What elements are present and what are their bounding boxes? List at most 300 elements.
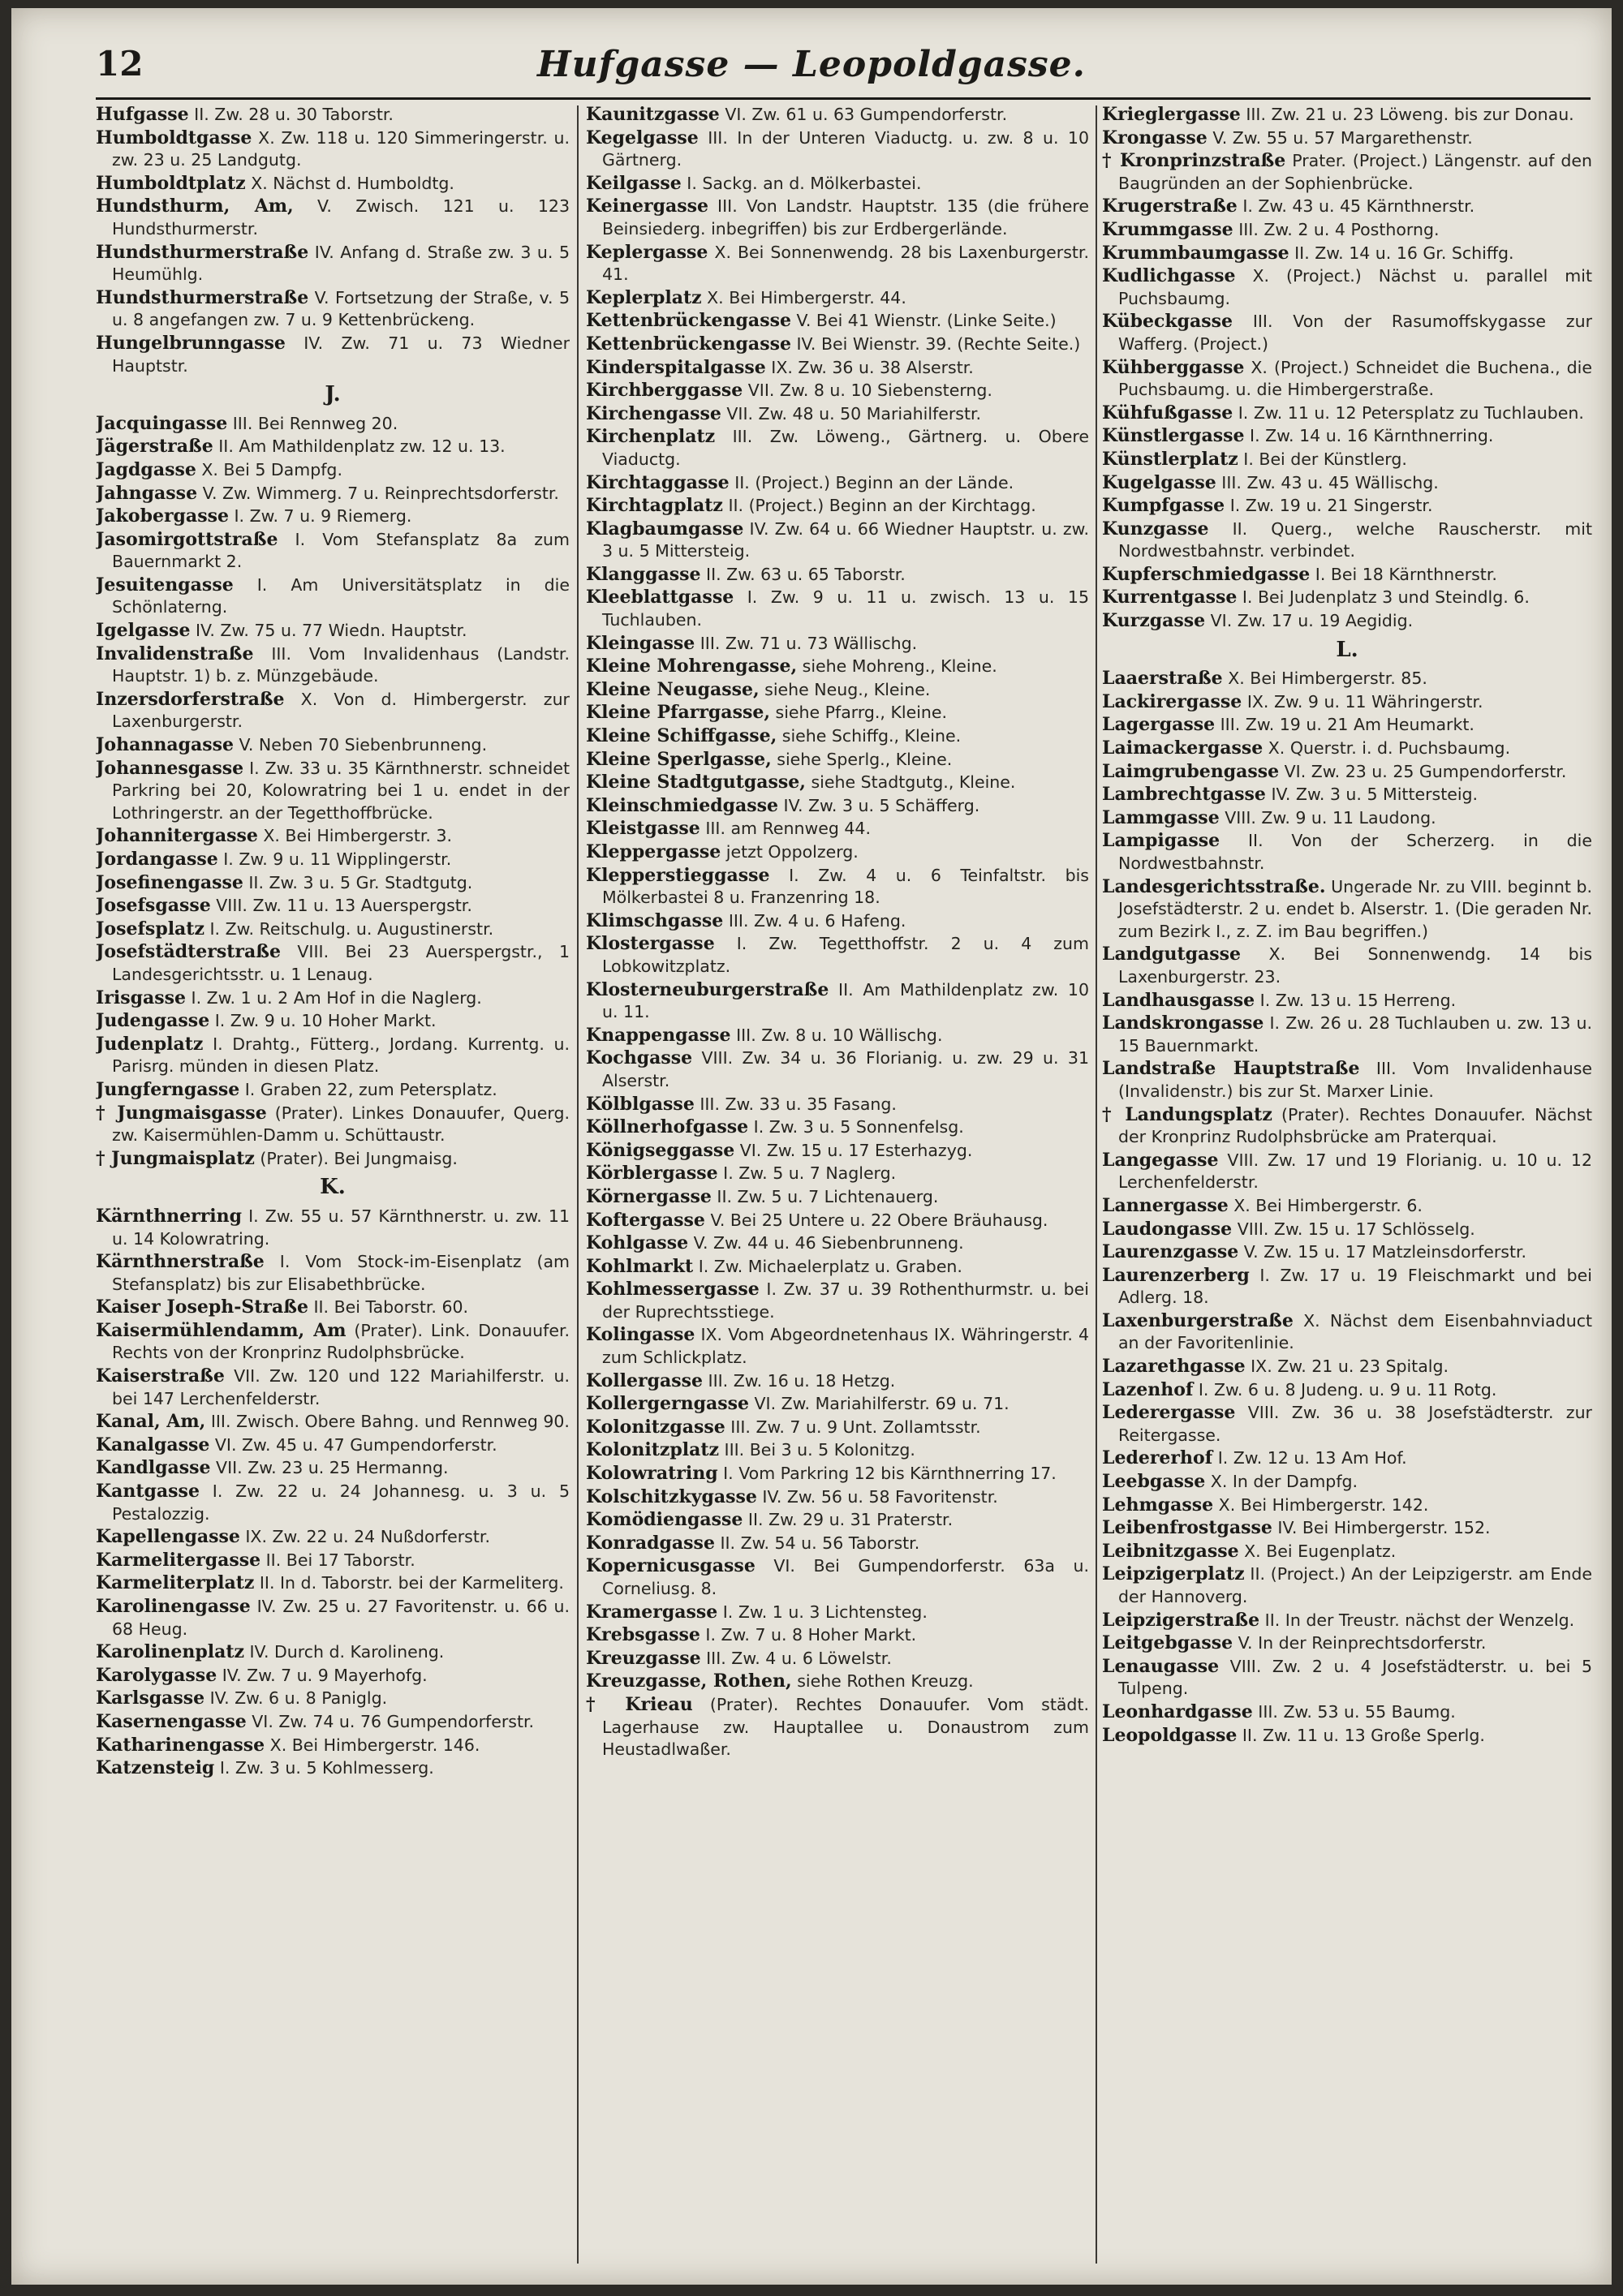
street-location: II. Bei Taborstr. 60. (308, 1297, 469, 1318)
street-entry (96, 1434, 570, 1457)
street-location: (Prater). Rechtes Donauufer. Vom städt. Lagerhause zw. Hauptallee u. Donaustrom zum Heustadlwaßer. (602, 1694, 1089, 1760)
street-name: Konradgasse (586, 1532, 715, 1554)
running-title: Hufgasse — Leopoldgasse. (537, 44, 1086, 85)
street-entry (1102, 1104, 1592, 1149)
street-location: II. Zw. 63 u. 65 Taborstr. (700, 564, 906, 584)
street-entry (1102, 876, 1592, 944)
street-name: Katharinengasse (96, 1734, 265, 1756)
column-divider (1096, 105, 1097, 2264)
street-name: Josefinengasse (96, 871, 243, 893)
street-name: Komödiengasse (586, 1509, 743, 1531)
street-location: VIII. Zw. 34 u. 36 Florianig. u. zw. 29 u. 31 Alserstr. (602, 1048, 1089, 1090)
street-entry (1102, 1402, 1592, 1447)
street-name: Kirchengasse (586, 402, 721, 424)
street-name: Kegelgasse (586, 127, 699, 148)
page-number: 12 (96, 44, 144, 84)
street-entry (586, 1602, 1089, 1624)
street-location: I. Zw. 55 u. 57 Kärnthnerstr. u. zw. 11 u. 14 Kolowratring. (112, 1206, 570, 1249)
street-entry (1102, 990, 1592, 1013)
street-location: X. Bei Himbergerstr. 142. (1213, 1494, 1429, 1515)
street-location: I. Zw. Tegetthoffstr. 2 u. 4 zum Lobkowitzplatz. (602, 934, 1089, 976)
street-name: Kollergerngasse (586, 1393, 749, 1415)
street-name: Laimackergasse (1102, 737, 1264, 759)
street-entry (586, 104, 1089, 127)
street-name: Lehmgasse (1102, 1494, 1214, 1516)
street-location: I. Zw. 14 u. 16 Kärnthnerring. (1244, 426, 1494, 446)
street-location: III. Zw. 8 u. 10 Wällischg. (730, 1025, 943, 1045)
street-entry (1102, 495, 1592, 518)
street-name: Klimschgasse (586, 909, 724, 931)
street-name: Kleeblattgasse (586, 587, 734, 608)
street-entry (96, 104, 570, 127)
street-name: Kreuzgasse (586, 1647, 701, 1669)
street-entry (586, 242, 1089, 286)
street-name: Kärnthnerring (96, 1205, 243, 1227)
street-entry (96, 689, 570, 733)
street-location: IV. Zw. 56 u. 58 Favoritenstr. (756, 1486, 998, 1507)
street-entry (96, 127, 570, 172)
street-entry (586, 1324, 1089, 1369)
street-location: VIII. Bei 23 Auerspergstr., 1 Landesgerichtsstr. u. 1 Lenaug. (112, 942, 570, 984)
street-name: Kochgasse (586, 1047, 693, 1069)
street-name: Kirchenplatz (586, 426, 716, 448)
street-entry (1102, 784, 1592, 806)
street-entry (586, 1463, 1089, 1486)
street-name: Leebgasse (1102, 1471, 1206, 1493)
street-location: I. Vom Stefansplatz 8a zum Bauernmarkt 2. (112, 529, 570, 572)
street-location: I. Graben 22, zum Petersplatz. (239, 1079, 497, 1099)
street-location: IV. Zw. 71 u. 73 Wiedner Hauptstr. (112, 333, 570, 376)
street-location: I. Vom Stock-im-Eisenplatz (am Stefansplatz) bis zur Elisabethbrücke. (112, 1252, 570, 1294)
street-name: Karolinenplatz (96, 1641, 244, 1663)
street-location: III. Vom Invalidenhause (Invalidenstr.) bis zur St. Marxer Linie. (1118, 1059, 1592, 1101)
street-entry (96, 825, 570, 848)
street-entry (1102, 1471, 1592, 1494)
street-entry (586, 725, 1089, 748)
street-entry (586, 656, 1089, 678)
street-name: Kudlichgasse (1102, 265, 1236, 287)
street-name: Kugelgasse (1102, 471, 1216, 493)
street-location: IX. Zw. 21 u. 23 Spitalg. (1245, 1357, 1449, 1377)
street-location: III. Vom Invalidenhaus (Landstr. Hauptstr. 1) b. z. Münzgebäude. (112, 643, 570, 686)
street-entry (96, 1572, 570, 1595)
street-location: I. Bei 18 Kärnthnerstr. (1310, 564, 1497, 584)
street-name: Leipzigerplatz (1102, 1563, 1245, 1585)
street-location: III. Zw. 16 u. 18 Hetzg. (703, 1370, 896, 1391)
street-name: Keplerplatz (586, 286, 702, 308)
street-location: siehe Sperlg., Kleine. (771, 749, 953, 769)
street-location: VIII. Zw. 11 u. 13 Auerspergstr. (210, 896, 472, 916)
street-entry (96, 1550, 570, 1572)
street-name: Leonhardgasse (1102, 1701, 1253, 1722)
street-name: Landesgerichtsstraße. (1102, 875, 1326, 897)
street-location: V. Zw. 55 u. 57 Margarethenstr. (1207, 127, 1473, 148)
street-entry (1102, 1541, 1592, 1563)
street-location: III. Bei Rennweg 20. (227, 413, 398, 433)
street-location: VIII. Zw. 15 u. 17 Schlösselg. (1232, 1219, 1475, 1239)
street-location: II. Zw. 29 u. 31 Praterstr. (743, 1510, 954, 1530)
street-name: Krieglergasse (1102, 104, 1241, 125)
street-entry (586, 1648, 1089, 1670)
street-location: IX. Vom Abgeordnetenhaus IX. Währingerstr. 4 zum Schlickplatz. (602, 1325, 1089, 1368)
street-entry (586, 1393, 1089, 1416)
street-entry (586, 933, 1089, 978)
street-entry (586, 772, 1089, 794)
street-entry (1102, 944, 1592, 988)
street-entry (1102, 1379, 1592, 1402)
street-location: II. Querg., welche Rauscherstr. mit Nordwestbahnstr. verbindet. (1118, 518, 1592, 561)
street-name: Lederergasse (1102, 1402, 1236, 1424)
street-location: IV. Zw. 25 u. 27 Favoritenstr. u. 66 u. 68 Heug. (112, 1597, 570, 1639)
street-entry (586, 1256, 1089, 1279)
street-entry (586, 1186, 1089, 1209)
street-location: siehe Pfarrg., Kleine. (770, 703, 948, 723)
street-location: III. Zw. 7 u. 9 Unt. Zollamtsstr. (725, 1417, 981, 1437)
street-location: X. Bei 5 Dampfg. (196, 459, 342, 479)
street-location: I. Zw. 12 u. 13 Am Hof. (1212, 1448, 1407, 1468)
street-location: V. Zwisch. 121 u. 123 Hundsthurmerstr. (112, 196, 570, 239)
street-name: Keilgasse (586, 172, 682, 194)
street-entry (96, 1296, 570, 1319)
street-entry (586, 403, 1089, 426)
street-entry (586, 1555, 1089, 1600)
street-entry (586, 495, 1089, 518)
street-name: Kolonitzplatz (586, 1439, 720, 1461)
street-entry (96, 872, 570, 895)
street-entry (1102, 243, 1592, 265)
street-name: Johannesgasse (96, 757, 244, 779)
street-name: † Krieau (586, 1693, 693, 1715)
street-entry (1102, 1150, 1592, 1194)
street-name: Leipzigerstraße (1102, 1609, 1260, 1631)
street-name: Kübeckgasse (1102, 311, 1233, 333)
street-entry (1102, 196, 1592, 218)
street-name: Landgutgasse (1102, 944, 1242, 965)
street-entry (96, 173, 570, 196)
street-name: Kleine Mohrengasse, (586, 656, 798, 677)
street-entry (586, 127, 1089, 172)
street-name: Humboldtgasse (96, 127, 252, 148)
street-name: Jägerstraße (96, 436, 213, 458)
street-location: I. Zw. Reitschulg. u. Augustinerstr. (204, 918, 494, 939)
street-entry (96, 1251, 570, 1296)
street-location: IV. Zw. 64 u. 66 Wiedner Hauptstr. u. zw. 3 u. 5 Mittersteig. (602, 518, 1089, 561)
street-name: Kölblgasse (586, 1093, 695, 1115)
street-entry (586, 1370, 1089, 1393)
street-name: Kolowratring (586, 1463, 718, 1485)
street-location: X. Nächst dem Eisenbahnviaduct an der Favoritenlinie. (1118, 1310, 1592, 1353)
street-location: I. Zw. 9 u. 11 Wipplingerstr. (217, 849, 452, 869)
street-location: X. (Project.) Nächst u. parallel mit Puchsbaumg. (1118, 266, 1592, 308)
street-entry (96, 758, 570, 825)
street-location: IV. Bei Wienstr. 39. (Rechte Seite.) (790, 333, 1081, 354)
street-entry (96, 1457, 570, 1480)
street-name: Josefstädterstraße (96, 941, 281, 963)
street-name: Kupferschmiedgasse (1102, 563, 1311, 585)
street-name: Judengasse (96, 1010, 210, 1032)
street-name: Kohlmarkt (586, 1255, 694, 1277)
street-name: Landskrongasse (1102, 1013, 1264, 1034)
street-entry (586, 587, 1089, 631)
street-entry (586, 1116, 1089, 1139)
street-name: Krummbaumgasse (1102, 242, 1289, 264)
street-entry (1102, 1610, 1592, 1632)
street-name: Lackirergasse (1102, 690, 1242, 712)
street-entry (1102, 1058, 1592, 1103)
street-location: VI. Zw. 17 u. 19 Aegidig. (1205, 611, 1414, 631)
street-name: Kleine Neugasse, (586, 678, 760, 700)
street-name: Leopoldgasse (1102, 1724, 1238, 1746)
street-name: Igelgasse (96, 620, 191, 642)
street-location: VI. Zw. 15 u. 17 Esterhazyg. (734, 1140, 973, 1160)
street-name: Lazarethgasse (1102, 1356, 1246, 1378)
street-entry (586, 910, 1089, 933)
street-location: I. Zw. 11 u. 12 Petersplatz zu Tuchlauben. (1233, 402, 1584, 423)
street-name: Kolonitzgasse (586, 1416, 725, 1438)
street-entry (586, 1094, 1089, 1116)
street-name: Klagbaumgasse (586, 518, 744, 540)
street-location: II. In d. Taborstr. bei der Karmeliterg. (254, 1573, 564, 1593)
street-name: Kapellengasse (96, 1526, 240, 1548)
street-location: III. Zw. 21 u. 23 Löweng. bis zur Donau. (1240, 105, 1574, 124)
street-location: III. Zw. 33 u. 35 Fasang. (694, 1094, 897, 1114)
street-entry (586, 287, 1089, 310)
street-location: I. Zw. 26 u. 28 Tuchlauben u. zw. 13 u. 15 Bauernmarkt. (1118, 1013, 1592, 1056)
street-location: X. Bei Himbergerstr. 85. (1222, 669, 1427, 689)
street-entry (1102, 1356, 1592, 1378)
street-location: X. Bei Himbergerstr. 44. (701, 287, 906, 307)
street-name: Karolinengasse (96, 1596, 251, 1617)
street-location: I. Zw. 1 u. 3 Lichtensteg. (717, 1602, 928, 1622)
street-location: siehe Schiffg., Kleine. (777, 726, 962, 746)
street-location: X. Von d. Himbergerstr. zur Laxenburgerstr. (112, 689, 570, 732)
street-name: Leibenfrostgasse (1102, 1517, 1272, 1539)
street-entry (96, 1079, 570, 1102)
street-location: III. Zw. 2 u. 4 Posthorng. (1233, 219, 1440, 239)
street-entry (96, 483, 570, 505)
street-entry (96, 1320, 570, 1365)
street-entry (1102, 150, 1592, 195)
street-location: IX. Zw. 9 u. 11 Währingerstr. (1242, 691, 1483, 712)
street-entry (96, 505, 570, 528)
street-entry (96, 941, 570, 986)
street-name: Kirchberggasse (586, 380, 743, 402)
street-entry (586, 1163, 1089, 1185)
street-entry (96, 1735, 570, 1757)
street-name: Jungferngasse (96, 1078, 240, 1100)
street-name: Kurzgasse (1102, 610, 1206, 632)
street-name: Koftergasse (586, 1209, 705, 1231)
street-name: Körnergasse (586, 1185, 712, 1207)
street-name: Klostergasse (586, 933, 715, 955)
street-location: V. In der Reinprechtsdorferstr. (1233, 1633, 1487, 1653)
street-location: siehe Mohreng., Kleine. (797, 656, 997, 677)
header-rule (96, 97, 1591, 100)
street-entry (586, 564, 1089, 587)
street-entry (96, 1411, 570, 1434)
street-name: Hundsthurmerstraße (96, 286, 309, 308)
street-name: † Jungmaisgasse (96, 1102, 267, 1124)
street-entry (586, 333, 1089, 356)
street-location: III. Zwisch. Obere Bahng. und Rennweg 90. (205, 1412, 570, 1432)
street-location: X. (Project.) Schneidet die Buchena., die Puchsbaumg. u. die Himbergerstraße. (1118, 357, 1592, 400)
street-location: II. Zw. 3 u. 5 Gr. Stadtgutg. (243, 872, 473, 892)
street-entry (1102, 1447, 1592, 1470)
street-entry (1102, 610, 1592, 633)
street-entry (1102, 402, 1592, 425)
street-name: Judenplatz (96, 1033, 204, 1055)
street-entry (1102, 737, 1592, 760)
street-location: X. In der Dampfg. (1205, 1472, 1358, 1492)
street-name: Kettenbrückengasse (586, 333, 791, 355)
street-entry (1102, 830, 1592, 875)
street-location: II. Am Mathildenplatz zw. 10 u. 11. (602, 979, 1089, 1022)
street-name: Kandlgasse (96, 1457, 211, 1479)
street-location: IX. Zw. 36 u. 38 Alserstr. (765, 357, 974, 377)
section-letter: K. (320, 1175, 346, 1200)
street-entry (586, 310, 1089, 333)
street-name: Kolingasse (586, 1324, 695, 1346)
street-location: V. Zw. 44 u. 46 Siebenbrunneng. (688, 1233, 964, 1253)
street-entry (1102, 1725, 1592, 1748)
street-location: III. am Rennweg 44. (700, 819, 871, 839)
street-name: Hundsthurmerstraße (96, 241, 309, 263)
street-name: Kühfußgasse (1102, 402, 1233, 424)
street-name: Keinergasse (586, 196, 708, 217)
street-name: Lenaugasse (1102, 1655, 1220, 1677)
street-name: Jesuitengasse (96, 574, 234, 595)
street-entry (96, 1641, 570, 1664)
street-name: Kasernengasse (96, 1710, 247, 1732)
street-location: IV. Anfang d. Straße zw. 3 u. 5 Heumühlg. (112, 242, 570, 285)
street-location: I. Drahtg., Fütterg., Jordang. Kurrentg. u. Parisrg. münden in diesen Platz. (112, 1034, 570, 1077)
street-entry (96, 529, 570, 574)
street-name: Körblergasse (586, 1163, 718, 1185)
street-name: Lagergasse (1102, 714, 1216, 736)
street-entry (1102, 1310, 1592, 1355)
street-name: Laaerstraße (1102, 668, 1223, 690)
section-letter: J. (325, 382, 341, 407)
street-location: II. (Project.) Beginn an der Lände. (729, 472, 1014, 492)
street-name: Knappengasse (586, 1024, 731, 1046)
street-location: I. Zw. 9 u. 11 u. zwisch. 13 u. 15 Tuchlauben. (602, 587, 1089, 630)
street-name: Kunzgasse (1102, 518, 1209, 540)
street-location: IV. Zw. 6 u. 8 Paniglg. (204, 1688, 388, 1709)
street-location: X. Bei Eugenplatz. (1238, 1541, 1397, 1561)
street-entry (1102, 127, 1592, 150)
street-name: Kollergasse (586, 1369, 704, 1391)
street-location: II. Zw. 14 u. 16 Gr. Schiffg. (1289, 243, 1514, 263)
street-name: Josefsgasse (96, 895, 211, 917)
street-entry (96, 333, 570, 377)
street-location: Prater. (Project.) Längenstr. auf den Baugründen an der Sophienbrücke. (1118, 151, 1592, 193)
street-location: II. (Project.) An der Leipzigerstr. am Ende der Hannoverg. (1118, 1564, 1592, 1606)
street-entry (1102, 1563, 1592, 1608)
column-3 (1102, 104, 1592, 2262)
street-entry (1102, 1265, 1592, 1309)
street-name: Hufgasse (96, 104, 189, 125)
street-name: Karmeliterplatz (96, 1572, 255, 1594)
street-name: Kanalgasse (96, 1434, 210, 1455)
street-name: Kleine Sperlgasse, (586, 748, 772, 770)
street-location: I. Zw. 19 u. 21 Singerstr. (1225, 496, 1433, 516)
street-location: X. Zw. 118 u. 120 Simmeringerstr. u. zw. 23 u. 25 Landgutg. (112, 127, 570, 170)
street-entry (586, 380, 1089, 402)
street-entry (586, 426, 1089, 471)
street-location: I. Zw. 4 u. 6 Teinfaltstr. bis Mölkerbastei 8 u. Franzenring 18. (602, 865, 1089, 908)
street-entry (96, 987, 570, 1010)
street-name: Krebsgasse (586, 1624, 700, 1646)
street-entry (1102, 1195, 1592, 1218)
street-location: III. Zw. 19 u. 21 Am Heumarkt. (1215, 715, 1474, 735)
street-location: V. Fortsetzung der Straße, v. 5 u. 8 angefangen zw. 7 u. 9 Kettenbrückeng. (112, 287, 570, 330)
street-location: VI. Zw. 23 u. 25 Gumpendorferstr. (1279, 761, 1567, 781)
column-2 (586, 104, 1089, 2262)
street-entry (586, 1417, 1089, 1439)
street-location: IV. Zw. 7 u. 9 Mayerhofg. (217, 1665, 428, 1685)
street-location: II. Bei 17 Taborstr. (260, 1550, 415, 1570)
street-location: I. Zw. 7 u. 9 Riemerg. (228, 506, 412, 527)
street-name: † Kronprinzstraße (1102, 150, 1286, 172)
street-name: Klanggasse (586, 563, 701, 585)
street-entry (586, 818, 1089, 841)
street-location: II. Von der Scherzerg. in die Nordwestbahnstr. (1118, 831, 1592, 873)
street-entry (96, 1034, 570, 1078)
street-entry (1102, 1701, 1592, 1724)
street-location: V. Bei 25 Untere u. 22 Obere Bräuhausg. (704, 1210, 1048, 1230)
street-name: Kantgasse (96, 1481, 200, 1503)
street-name: Langegasse (1102, 1149, 1219, 1171)
street-location: III. Zw. 4 u. 6 Löwelstr. (700, 1648, 892, 1668)
street-location: III. Zw. 71 u. 73 Wällischg. (695, 633, 918, 653)
street-location: (Prater). Bei Jungmaisg. (254, 1148, 458, 1168)
street-name: Lazenhof (1102, 1378, 1194, 1400)
street-location: II. Zw. 54 u. 56 Taborstr. (714, 1533, 920, 1553)
street-location: X. Nächst d. Humboldtg. (245, 173, 454, 193)
street-name: Kleine Schiffgasse, (586, 725, 777, 747)
street-location: VI. Zw. 45 u. 47 Gumpendorferstr. (209, 1434, 497, 1455)
column-1 (96, 104, 570, 2262)
street-name: Karmelitergasse (96, 1549, 261, 1571)
street-entry (96, 1596, 570, 1640)
street-entry (586, 749, 1089, 772)
street-name: Lambrechtgasse (1102, 784, 1266, 806)
street-location: III. Zw. 43 u. 45 Wällischg. (1216, 472, 1439, 492)
street-name: Karolygasse (96, 1664, 217, 1686)
street-location: I. Zw. 13 u. 15 Herreng. (1255, 990, 1457, 1010)
street-location: III. Zw. 4 u. 6 Hafeng. (723, 910, 906, 931)
street-entry (586, 679, 1089, 702)
street-name: Kaiserstraße (96, 1365, 225, 1387)
street-location: II. Zw. 28 u. 30 Taborstr. (188, 105, 394, 124)
street-name: Laxenburgerstraße (1102, 1309, 1294, 1331)
street-entry (96, 1757, 570, 1780)
street-entry (586, 1509, 1089, 1532)
street-name: Laurenzgasse (1102, 1241, 1239, 1263)
street-name: Kurrentgasse (1102, 587, 1238, 608)
street-entry (96, 1481, 570, 1525)
page-header (11, 8, 1612, 89)
street-entry (96, 1010, 570, 1033)
street-name: Kumpfgasse (1102, 495, 1225, 517)
street-entry (1102, 357, 1592, 402)
street-name: Hungelbrunngasse (96, 332, 286, 354)
street-name: Kirchtaggasse (586, 471, 730, 493)
street-name: Katzensteig (96, 1757, 215, 1779)
street-entry (586, 1694, 1089, 1761)
street-name: Johannagasse (96, 734, 234, 756)
street-name: Laimgrubengasse (1102, 760, 1280, 782)
